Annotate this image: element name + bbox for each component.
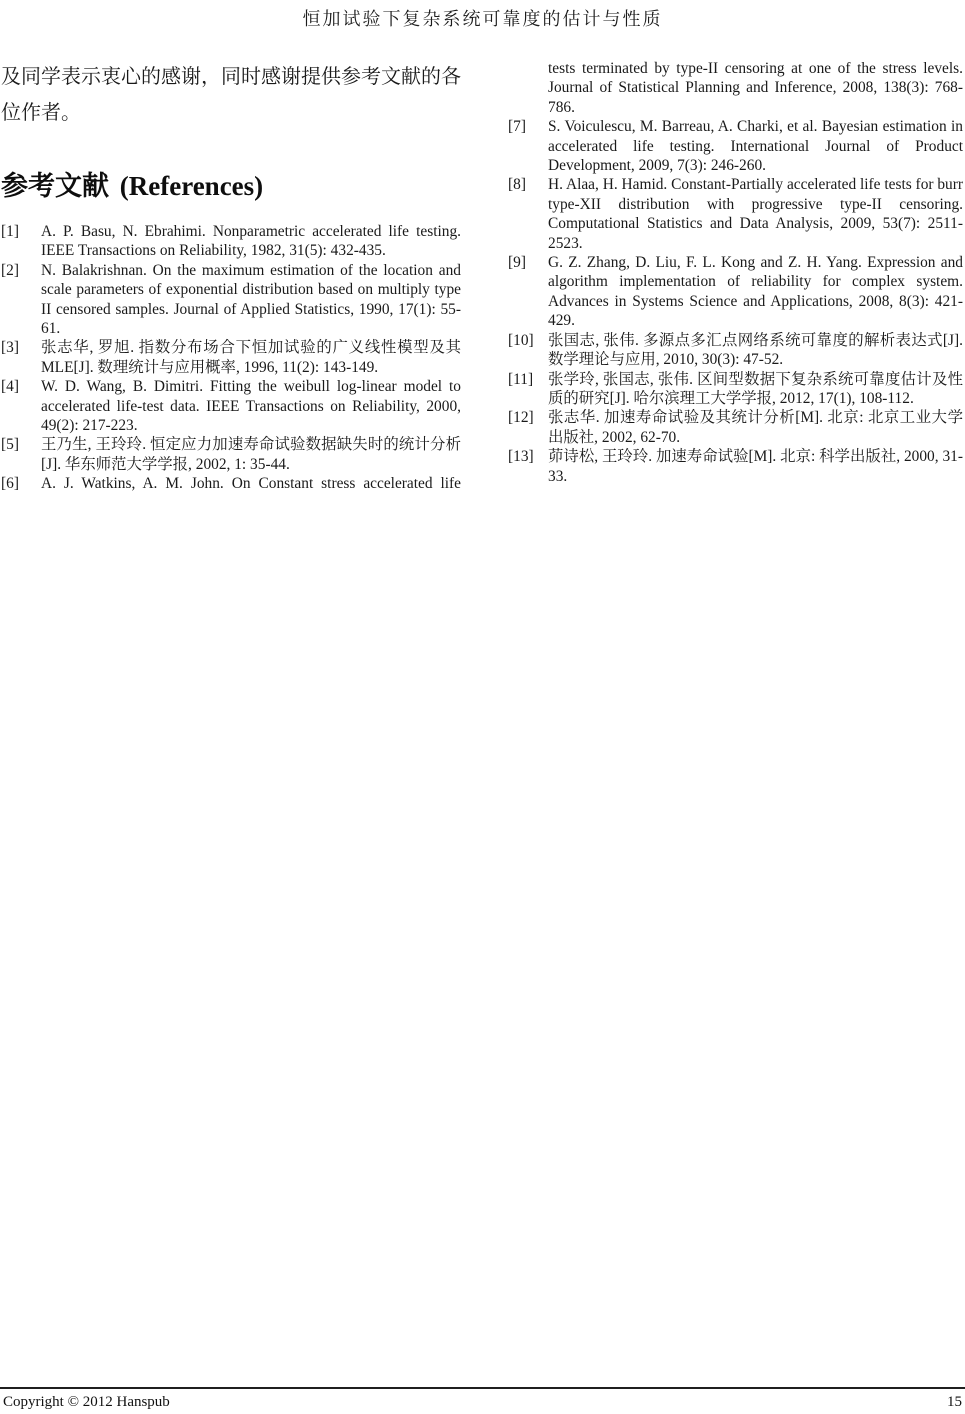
intro-paragraph: 及同学表示衷心的感谢，同时感谢提供参考文献的各位作者。 xyxy=(1,66,461,124)
reference-item xyxy=(508,175,963,253)
reference-item xyxy=(1,338,461,377)
reference-item xyxy=(1,435,461,474)
reference-number: [6] xyxy=(1,475,19,493)
reference-item xyxy=(1,261,461,339)
references-list-left xyxy=(1,222,461,494)
right-column xyxy=(508,59,963,494)
reference-text: A. P. Basu, N. Ebrahimi. Nonparametric accelerated life testing. IEEE Transactions on Reliability, 1982, 31(5): 432-435. xyxy=(41,223,461,260)
reference-item xyxy=(508,331,963,370)
two-column-body xyxy=(0,59,965,494)
reference-item xyxy=(508,408,963,447)
reference-text: S. Voiculescu, M. Barreau, A. Charki, et al. Bayesian estimation in accelerated life testing. International Journal of Product Development, 2009, 7(3): 246-260. xyxy=(548,118,963,175)
reference-item-continuation xyxy=(508,59,963,117)
reference-number: [12] xyxy=(508,409,534,427)
reference-item xyxy=(508,117,963,175)
reference-text: 张国志, 张伟. 多源点多汇点网络系统可靠度的解析表达式[J]. 数学理论与应用, 2010, 30(3): 47-52. xyxy=(548,331,963,369)
page-number: 15 xyxy=(947,1394,962,1410)
reference-text: 王乃生, 王玲玲. 恒定应力加速寿命试验数据缺失时的统计分析[J]. 华东师范大学学报, 2002, 1: 35-44. xyxy=(41,436,461,473)
reference-number: [4] xyxy=(1,378,19,396)
reference-number: [8] xyxy=(508,176,526,194)
reference-text: tests terminated by type-II censoring at one of the stress levels. Journal of Statistical Planning and Inference, 2008, 138(3): 768-786. xyxy=(548,60,963,116)
reference-number: [2] xyxy=(1,261,19,279)
reference-text: 张学玲, 张国志, 张伟. 区间型数据下复杂系统可靠度估计及性质的研究[J]. 哈尔滨理工大学学报, 2012, 17(1), 108-112. xyxy=(548,370,963,407)
reference-text: 茆诗松, 王玲玲. 加速寿命试验[M]. 北京: 科学出版社, 2000, 31-33. xyxy=(548,448,963,485)
page-footer xyxy=(0,1387,965,1411)
reference-number: [5] xyxy=(1,436,19,454)
left-column xyxy=(1,59,461,494)
reference-number: [7] xyxy=(508,118,526,136)
reference-text: W. D. Wang, B. Dimitri. Fitting the weibull log-linear model to accelerated life-test data. IEEE Transactions on Reliability, 2000, 49(2): 217-223. xyxy=(41,378,461,435)
page-header-title: 恒加试验下复杂系统可靠度的估计与性质 xyxy=(302,9,663,29)
footer-copyright: Copyright © 2012 Hanspub xyxy=(3,1394,170,1410)
reference-number: [3] xyxy=(1,339,19,357)
reference-item xyxy=(508,253,963,331)
reference-number: [11] xyxy=(508,370,534,388)
reference-number: [10] xyxy=(508,331,534,349)
reference-number: [1] xyxy=(1,223,19,240)
reference-item xyxy=(1,474,461,493)
reference-text: A. J. Watkins, A. M. John. On Constant stress accelerated life xyxy=(41,475,461,493)
reference-item xyxy=(1,222,461,261)
references-list-right xyxy=(508,59,963,486)
reference-text: 张志华, 罗旭. 指数分布场合下恒加试验的广义线性模型及其 MLE[J]. 数理统计与应用概率, 1996, 11(2): 143-149. xyxy=(41,339,461,376)
reference-text: N. Balakrishnan. On the maximum estimation of the location and scale parameters of exponential distribution based on multiply type II censored samples. Journal of Applied Statistics, 1990, 17(1): 55-61. xyxy=(41,261,461,338)
reference-text: H. Alaa, H. Hamid. Constant-Partially accelerated life tests for burr type-XII distribution with progressive type-II censoring. Computational Statistics and Data Analysis, 2009, 53(7): 2511-2523. xyxy=(548,176,963,252)
references-heading: 参考文献 (References) xyxy=(1,171,264,201)
reference-text: G. Z. Zhang, D. Liu, F. L. Kong and Z. H. Yang. Expression and algorithm implementation of reliability for complex system. Advances in Systems Science and Applications, 2008, 8(3): 421-429. xyxy=(548,254,963,330)
reference-text: 张志华. 加速寿命试验及其统计分析[M]. 北京: 北京工业大学出版社, 2002, 62-70. xyxy=(548,409,963,446)
reference-item xyxy=(508,370,963,409)
reference-number: [9] xyxy=(508,254,526,272)
reference-item xyxy=(508,447,963,486)
reference-item xyxy=(1,377,461,435)
reference-number: [13] xyxy=(508,448,534,466)
